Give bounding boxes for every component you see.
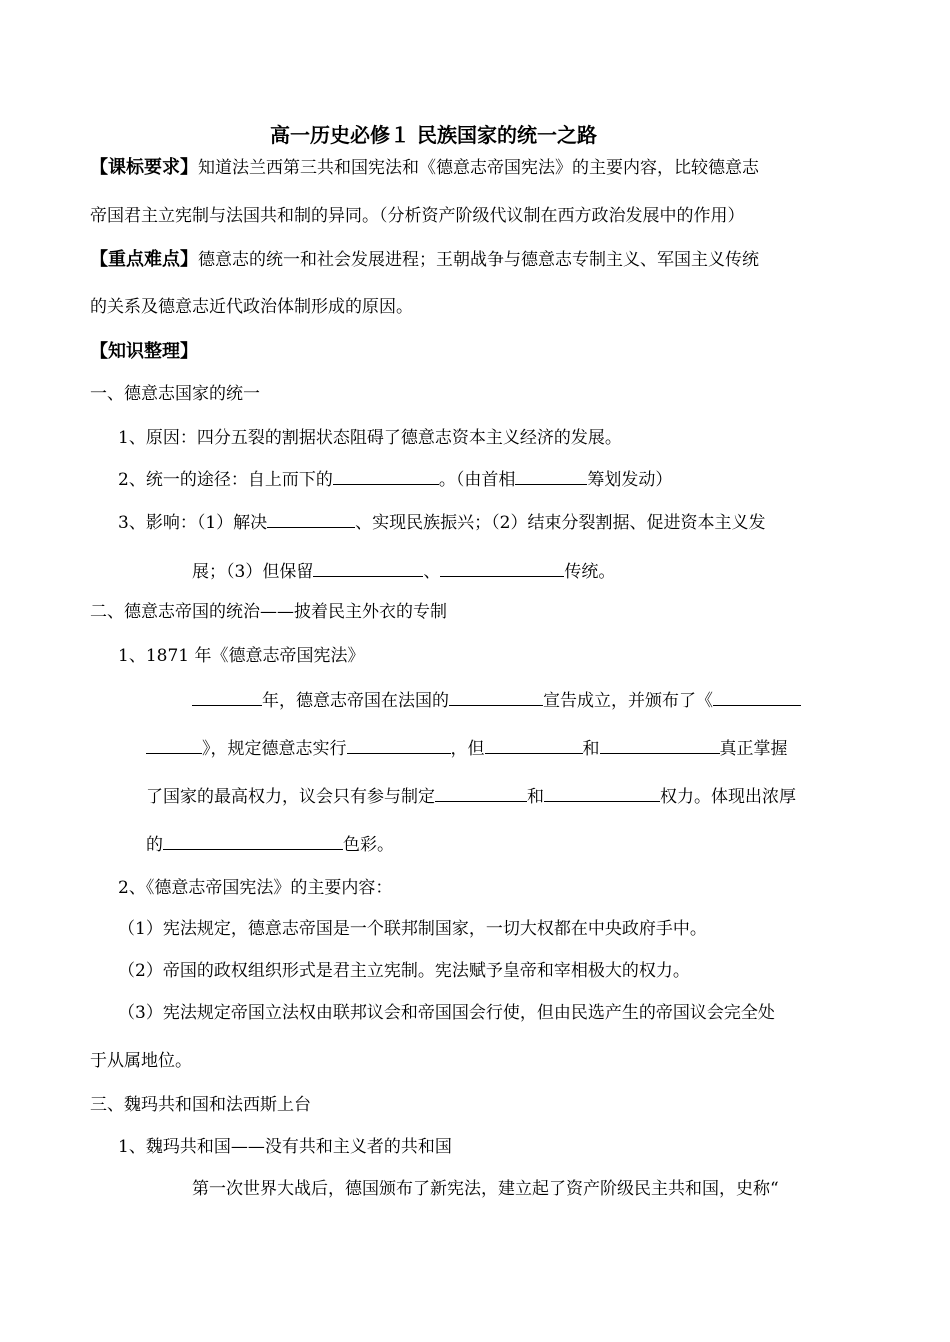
key-text-1: 德意志的统一和社会发展进程；王朝战争与德意志专制主义、军国主义传统: [198, 250, 759, 270]
fill-blank[interactable]: [347, 737, 451, 754]
content-3-line1: （3）宪法规定帝国立法权由联邦议会和帝国国会行使，但由民选产生的帝国议会完全处: [118, 1003, 775, 1023]
part1-item1: 1、原因：四分五裂的割据状态阻碍了德意志资本主义经济的发展。: [118, 428, 622, 448]
fill-blank[interactable]: [163, 833, 343, 850]
part2-para-line2: 》，规定德意志实行 ，但 和 真正掌握: [146, 737, 788, 760]
part2-sub2: 2、《德意志帝国宪法》的主要内容：: [118, 878, 393, 898]
part3-text: 第一次世界大战后，德国颁布了新宪法，建立起了资产阶级民主共和国，史称“: [192, 1179, 779, 1199]
knowledge-label: 【知识整理】: [90, 341, 198, 362]
part2-para-line3: 了国家的最高权力，议会只有参与制定 和 权力。体现出浓厚: [146, 787, 796, 807]
standard-line-1: [90, 157, 860, 179]
page-title: 高一历史必修１ 民族国家的统一之路: [270, 123, 597, 147]
fill-blank[interactable]: [449, 689, 543, 706]
part2-para-line1: 年，德意志帝国在法国的 宣告成立，并颁布了《: [192, 689, 801, 712]
content-2: （2）帝国的政权组织形式是君主立宪制。宪法赋予皇帝和宰相极大的权力。: [118, 961, 690, 981]
fill-blank[interactable]: [440, 560, 564, 577]
content-3-line2: 于从属地位。: [90, 1051, 192, 1071]
fill-blank[interactable]: [313, 560, 423, 577]
standard-text-2: 帝国君主立宪制与法国共和制的异同。（分析资产阶级代议制在西方政治发展中的作用）: [90, 206, 745, 226]
key-label: 【重点难点】: [90, 249, 198, 270]
fill-blank[interactable]: [146, 737, 202, 754]
fill-blank[interactable]: [515, 468, 587, 485]
content-1: （1）宪法规定，德意志帝国是一个联邦制国家，一切大权都在中央政府手中。: [118, 919, 707, 939]
part2-para-line4: 的 色彩。: [146, 835, 394, 855]
part1-item3-cont: 展；（3）但保留 、 传统。: [192, 562, 616, 582]
fill-blank[interactable]: [333, 468, 439, 485]
part1-heading: 一、德意志国家的统一: [90, 384, 260, 404]
key-line-1: [90, 249, 860, 271]
part3-sub1: 1、魏玛共和国——没有共和主义者的共和国: [118, 1137, 452, 1157]
standard-text-1: 知道法兰西第三共和国宪法和《德意志帝国宪法》的主要内容，比较德意志: [198, 158, 759, 178]
fill-blank[interactable]: [544, 785, 660, 802]
fill-blank[interactable]: [435, 785, 527, 802]
fill-blank[interactable]: [267, 511, 355, 528]
part1-item2: 2、统一的途径：自上而下的 。（由首相 筹划发动）: [118, 470, 673, 490]
standard-label: 【课标要求】: [90, 157, 198, 178]
fill-blank[interactable]: [600, 737, 720, 754]
part2-sub1: 1、1871 年《德意志帝国宪法》: [118, 646, 365, 666]
part3-heading: 三、魏玛共和国和法西斯上台: [90, 1095, 311, 1115]
fill-blank[interactable]: [192, 689, 262, 706]
part1-item3: 3、影响：（1）解决 、实现民族振兴；（2）结束分裂割据、促进资本主义发: [118, 513, 766, 533]
part2-heading: 二、德意志帝国的统治——披着民主外衣的专制: [90, 602, 447, 622]
key-text-2: 的关系及德意志近代政治体制形成的原因。: [90, 297, 413, 317]
fill-blank[interactable]: [485, 737, 583, 754]
fill-blank[interactable]: [713, 689, 801, 706]
